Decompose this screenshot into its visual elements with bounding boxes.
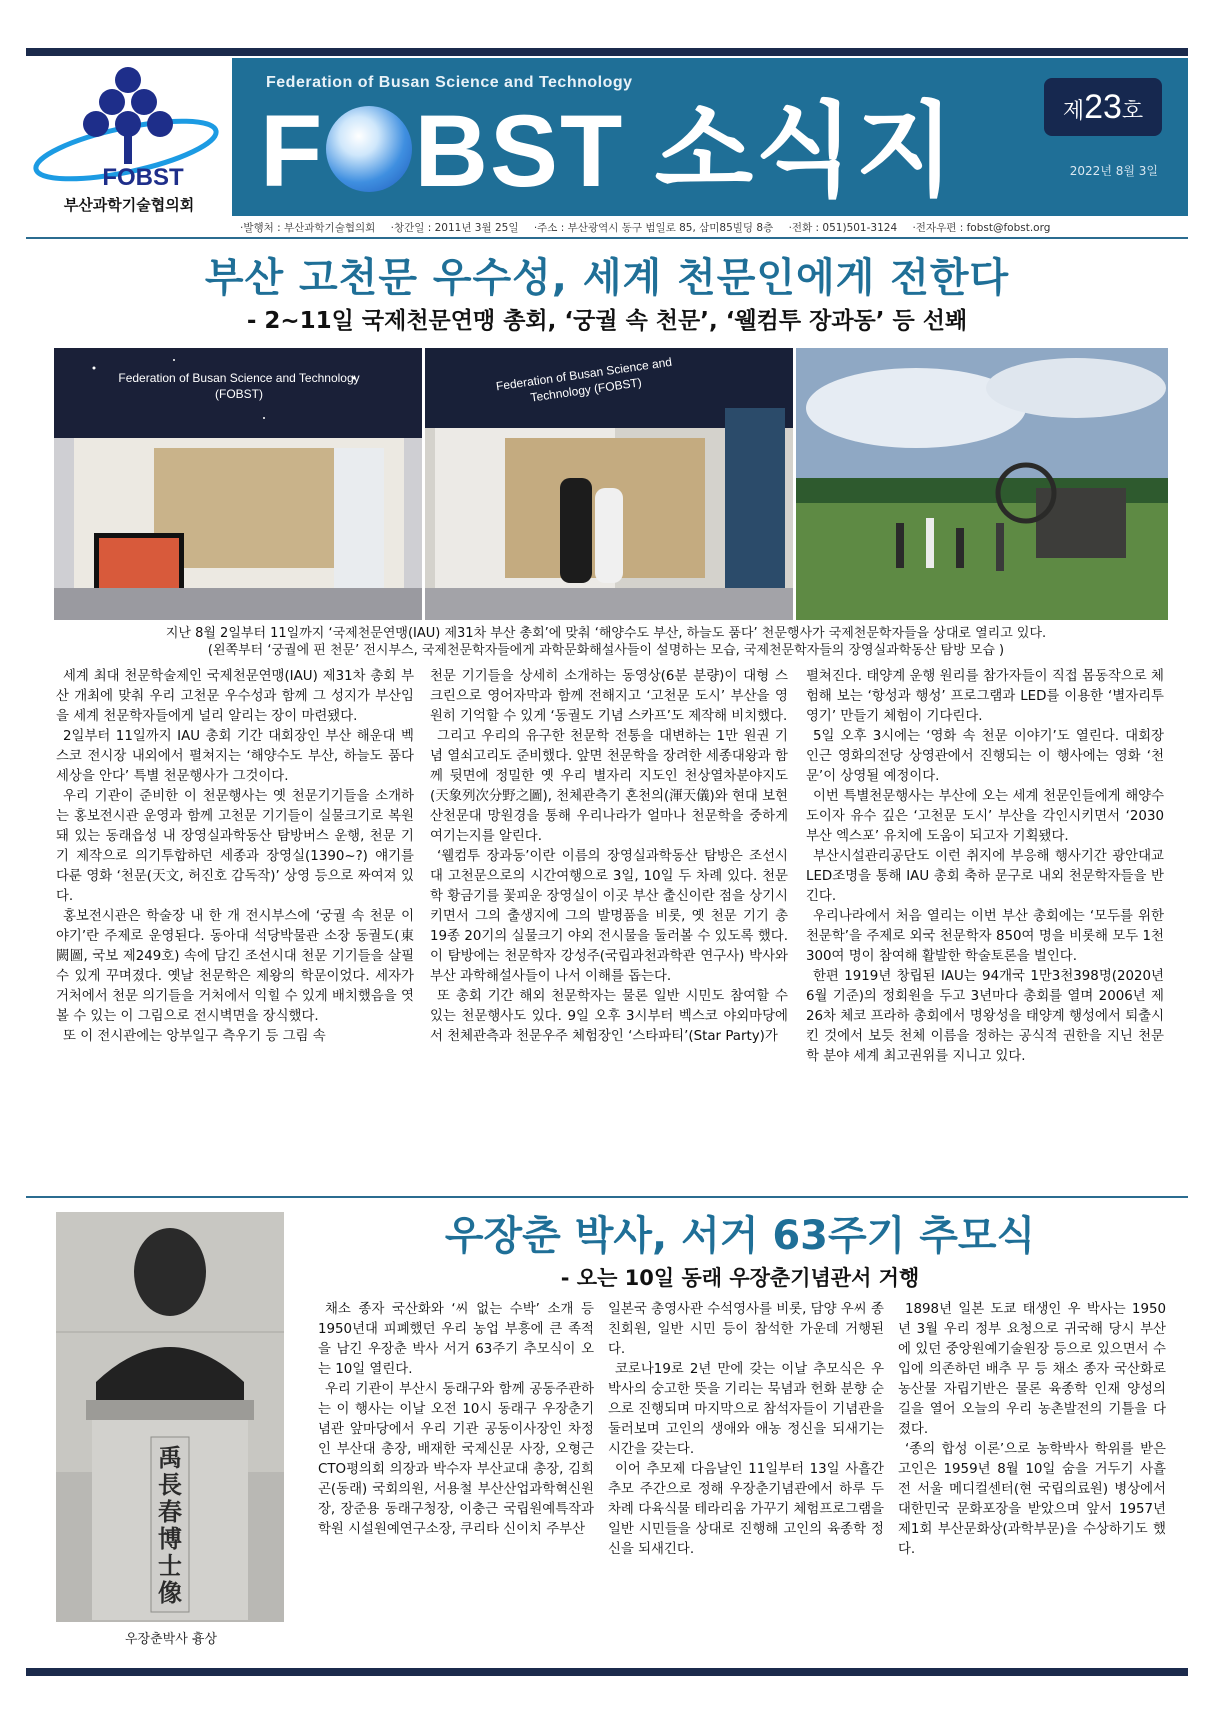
article1-column-1 bbox=[56, 667, 414, 1047]
founded-info: ·창간일 : 2011년 3월 25일 bbox=[390, 222, 519, 234]
masthead-banner bbox=[232, 58, 1188, 216]
paragraph: 채소 종자 국산화와 ‘씨 없는 수박’ 소개 등 1950년대 피폐했던 우리 농업 부흥에 큰 족적을 남긴 우장춘 박사 서거 63주기 추모식이 오는 10일 열린다. bbox=[318, 1302, 594, 1377]
issue-date: 2022년 8월 3일 bbox=[1069, 164, 1158, 178]
newsletter-title: F BST 소식지 bbox=[260, 94, 957, 208]
issue-number: 23 bbox=[1084, 88, 1122, 126]
logo-org-name: 부산과학기술협의회 bbox=[63, 196, 195, 214]
article2-subhead: - 오는 10일 동래 우장춘기념관서 거행 bbox=[560, 1266, 920, 1290]
photo-exhibition-booth bbox=[54, 348, 422, 620]
paragraph: 우리나라에서 처음 열리는 이번 부산 총회에는 ‘모두를 위한 천문학’을 주제로 외국 천문학자 850여 명을 비롯해 모두 1천300여 명이 참여해 활발한 학술토론을 벌인다. bbox=[806, 909, 1164, 964]
article2-column-1 bbox=[318, 1300, 594, 1540]
article2-headline: 우장춘 박사, 서거 63주기 추모식 bbox=[444, 1213, 1036, 1259]
fobst-logo bbox=[26, 58, 230, 216]
paragraph: 세계 최대 천문학술제인 국제천문연맹(IAU) 제31차 총회 부산 개최에 맞춰 우리 고천문 우수성과 함께 그 성지가 부산임을 세계 천문학자들에게 널리 알리는 장이 마련됐다. bbox=[56, 669, 414, 724]
article1-headline: 부산 고천문 우수성, 세계 천문인에게 전한다 bbox=[204, 255, 1010, 301]
paragraph: 우리 기관이 준비한 이 천문행사는 옛 천문기기들을 소개하는 홍보전시관 운영과 함께 고천문 기기들이 실물크기로 복원돼 있는 동래읍성 내 장영실과학동산 탐방버스 운행, 천문 기기 제작으로 의기투합하던 세종과 장영실(1390~?) 얘기를 다룬 영화 ‘천문(天文, 허진호 감독작)’ 상영 등으로 짜여져 있다. bbox=[56, 789, 414, 904]
article1-column-2 bbox=[430, 667, 788, 1047]
bottom-rule bbox=[26, 1668, 1188, 1676]
caption-line-2: (왼쪽부터 ‘궁궐에 핀 천문’ 전시부스, 국제천문학자들에게 과학문화해설사들이 설명하는 모습, 국제천문학자들의 장영실과학동산 탐방 모습 ) bbox=[207, 643, 1005, 658]
paragraph: 그리고 우리의 유구한 천문학 전통을 대변하는 1만 원권 기념 열쇠고리도 준비했다. 앞면 천문학을 장려한 세종대왕과 함께 뒷면에 정밀한 옛 우리 별자리 지도인 천상열차분야지도(天象列次分野之圖), 천체관측기 혼천의(渾天儀)와 현대 보현산천문대 망원경을 통해 우리나라가 얼마나 천문학을 중하게 여기는지를 알린다. bbox=[430, 729, 788, 844]
photo-science-park-tour bbox=[796, 348, 1168, 620]
paragraph: 이어 추모제 다음날인 11일부터 13일 사흘간 추모 주간으로 정해 우장춘기념관에서 하루 두 차례 다육식물 테라리움 가꾸기 체험프로그램을 일반 시민들을 상대로 진행해 고인의 육종학 정신을 되새긴다. bbox=[608, 1462, 884, 1557]
article2-column-2 bbox=[608, 1300, 884, 1560]
article1-subhead: - 2~11일 국제천문연맹 총회, ‘궁궐 속 천문’, ‘웰컴투 장과동’ 등 선봬 bbox=[246, 308, 968, 334]
paragraph: 우리 기관이 부산시 동래구와 함께 공동주관하는 이 행사는 이날 오전 10시 동래구 우장춘기념관 앞마당에서 우리 기관 공동이사장인 차정인 부산대 총장, 배재한 국제신문 사장, 오형근 CTO평의회 의장과 박수자 부산교대 총장, 김희곤(동래) 국회의원, 서용철 부산산업과학혁신원장, 장준용 동래구청장, 이충근 국립원예특작과학원 시설원예연구소장, 쿠리타 신이치 주부산 bbox=[318, 1382, 594, 1537]
paragraph: ‘종의 합성 이론’으로 농학박사 학위를 받은 고인은 1959년 8월 10일 숨을 거두기 사흘 전 서울 메디컬센터(현 국립의료원) 병상에서 대한민국 문화포장을 받았으며 앞서 1957년 제1회 부산문화상(과학부문)을 수상하기도 했다. bbox=[898, 1442, 1166, 1557]
issue-badge bbox=[1044, 78, 1162, 136]
globe-icon bbox=[326, 106, 412, 192]
paragraph: 펼쳐진다. 태양계 운행 원리를 참가자들이 직접 몸동작으로 체험해 보는 ‘항성과 행성’ 프로그램과 LED를 이용한 ‘별자리투영기’ 만들기 체험이 기다린다. bbox=[806, 669, 1164, 724]
paragraph: 1898년 일본 도쿄 태생인 우 박사는 1950년 3월 우리 정부 요청으로 귀국해 당시 부산에 있던 중앙원예기술원장 등으로 있으면서 수입에 의존하던 배추 무 등 채소 종자 국산화로 농산물 자립기반은 물론 육종학 인재 양성의 길을 열어 오늘의 우리 농촌발전의 기틀을 다졌다. bbox=[898, 1302, 1166, 1437]
logo-text: FOBST bbox=[102, 164, 184, 191]
paragraph: 이번 특별천문행사는 부산에 오는 세계 천문인들에게 해양수도이자 유수 깊은 ‘고천문 도시’ 부산을 각인시키면서 ‘2030 부산 엑스포’ 유치에 도움이 되고자 기획됐다. bbox=[806, 789, 1164, 844]
paragraph: 코로나19로 2년 만에 갖는 이날 추모식은 우 박사의 숭고한 뜻을 기리는 묵념과 헌화 분향 순으로 진행되며 마지막으로 참석자들이 기념관을 둘러보며 고인의 생애와 애농 정신을 되새기는 시간을 갖는다. bbox=[608, 1362, 884, 1457]
paragraph: 한편 1919년 창립된 IAU는 94개국 1만3천398명(2020년 6월 기준)의 정회원을 두고 3년마다 총회를 열며 2006년 제26차 체코 프라하 총회에서 명왕성을 태양계 행성에서 퇴출시킨 것에서 보듯 천체 이름을 정하는 공식적 권한을 지닌 천문학 분야 세계 최고권위를 지니고 있다. bbox=[806, 969, 1164, 1064]
paragraph: 또 총회 기간 해외 천문학자는 물론 일반 시민도 참여할 수 있는 천문행사도 있다. 9일 오후 3시부터 벡스코 야외마당에서 천체관측과 천문우주 체험장인 ‘스타파티’(Star Party)가 bbox=[430, 989, 788, 1044]
paragraph: ‘웰컴투 장과동’이란 이름의 장영실과학동산 탐방은 조선시대 고천문으로의 시간여행으로 3일, 10일 두 차례 있다. 천문학 황금기를 꽃피운 장영실이 이곳 부산 출신이란 점을 상기시키면서 그의 출생지에 그의 발명품을 비롯, 옛 천문 기기 총 19종 20기의 실물크기 야외 전시물을 둘러볼 수 있도록 했다. 이 탐방에는 천문학자 강성주(국립과천과학관 연구사) 박사와 부산 과학해설사들이 나서 이해를 돕는다. bbox=[430, 849, 788, 984]
booth-sign-2: Federation of Busan Science and Technology (FOBST) bbox=[495, 354, 673, 405]
federation-name: Federation of Busan Science and Technology bbox=[266, 74, 633, 91]
paragraph: 5일 오후 3시에는 ‘영화 속 천문 이야기’도 열린다. 대회장 인근 영화의전당 상영관에서 진행되는 이 행사에는 영화 ‘천문’이 상영될 예정이다. bbox=[806, 729, 1164, 784]
photo-bust-statue bbox=[56, 1212, 284, 1622]
bust-inscription: 禹長春博士像 bbox=[158, 1443, 182, 1607]
phone-info: ·전화 : 051)501-3124 bbox=[788, 222, 898, 234]
issue-prefix: 제 bbox=[1062, 98, 1085, 123]
email-info: ·전자우편 : fobst@fobst.org bbox=[912, 222, 1051, 234]
paragraph: 일본국 총영사관 수석영사를 비롯, 담양 우씨 종친회원, 일반 시민 등이 참석한 가운데 거행된다. bbox=[608, 1302, 884, 1357]
address-info: ·주소 : 부산광역시 동구 범일로 85, 삼미85빌딩 8층 bbox=[533, 222, 774, 234]
article2-column-3 bbox=[898, 1300, 1166, 1560]
header-divider bbox=[26, 237, 1188, 239]
top-rule bbox=[26, 48, 1188, 56]
issue-suffix: 호 bbox=[1121, 98, 1144, 123]
booth-sign-1: Federation of Busan Science and Technology (FOBST) bbox=[118, 371, 360, 401]
article1-column-3 bbox=[806, 667, 1164, 1067]
caption-line-1: 지난 8월 2일부터 11일까지 ‘국제천문연맹(IAU) 제31차 부산 총회’에 맞춰 ‘해양수도 부산, 하늘도 품다’ 천문행사가 국제천문학자들을 상대로 열리고 있다. bbox=[165, 626, 1047, 641]
paragraph: 천문 기기들을 상세히 소개하는 동영상(6분 분량)이 대형 스크린으로 영어자막과 함께 전해지고 ‘고천문 도시’ 부산을 영원히 기억할 수 있게 ‘동궐도 기념 스카프’도 제작해 비치했다. bbox=[430, 669, 788, 724]
paragraph: 부산시설관리공단도 이런 취지에 부응해 행사기간 광안대교 LED조명을 통해 IAU 총회 축하 문구로 내외 천문학자들을 반긴다. bbox=[806, 849, 1164, 904]
paragraph: 2일부터 11일까지 IAU 총회 기간 대회장인 부산 해운대 벡스코 전시장 내외에서 펼쳐지는 ‘해양수도 부산, 하늘도 품다 세상을 안다’ 특별 천문행사가 그것이다. bbox=[56, 729, 414, 784]
publisher-info: ·발행처 : 부산과학기술협의회 bbox=[240, 222, 376, 234]
photo-docents-explaining bbox=[425, 348, 793, 620]
paragraph: 또 이 전시관에는 앙부일구 측우기 등 그림 속 bbox=[63, 1029, 326, 1044]
section-divider bbox=[26, 1196, 1188, 1198]
logo-emblem-icon bbox=[26, 58, 230, 216]
article2-photo-caption: 우장춘박사 흉상 bbox=[124, 1632, 218, 1647]
article1-photo-caption bbox=[56, 625, 1156, 659]
paragraph: 홍보전시관은 학술장 내 한 개 전시부스에 ‘궁궐 속 천문 이야기’란 주제로 운영된다. 동아대 석당박물관 소장 동궐도(東闕圖, 국보 제249호) 속에 담긴 조선시대 천문 기기들을 살필 수 있게 꾸며졌다. 옛날 천문학은 제왕의 학문이었다. 세자가 거처에서 천문 의기들을 거처에서 익힐 수 있게 배치했음을 엿볼 수 있는 이 그림으로 전시벽면을 장식했다. bbox=[56, 909, 414, 1024]
